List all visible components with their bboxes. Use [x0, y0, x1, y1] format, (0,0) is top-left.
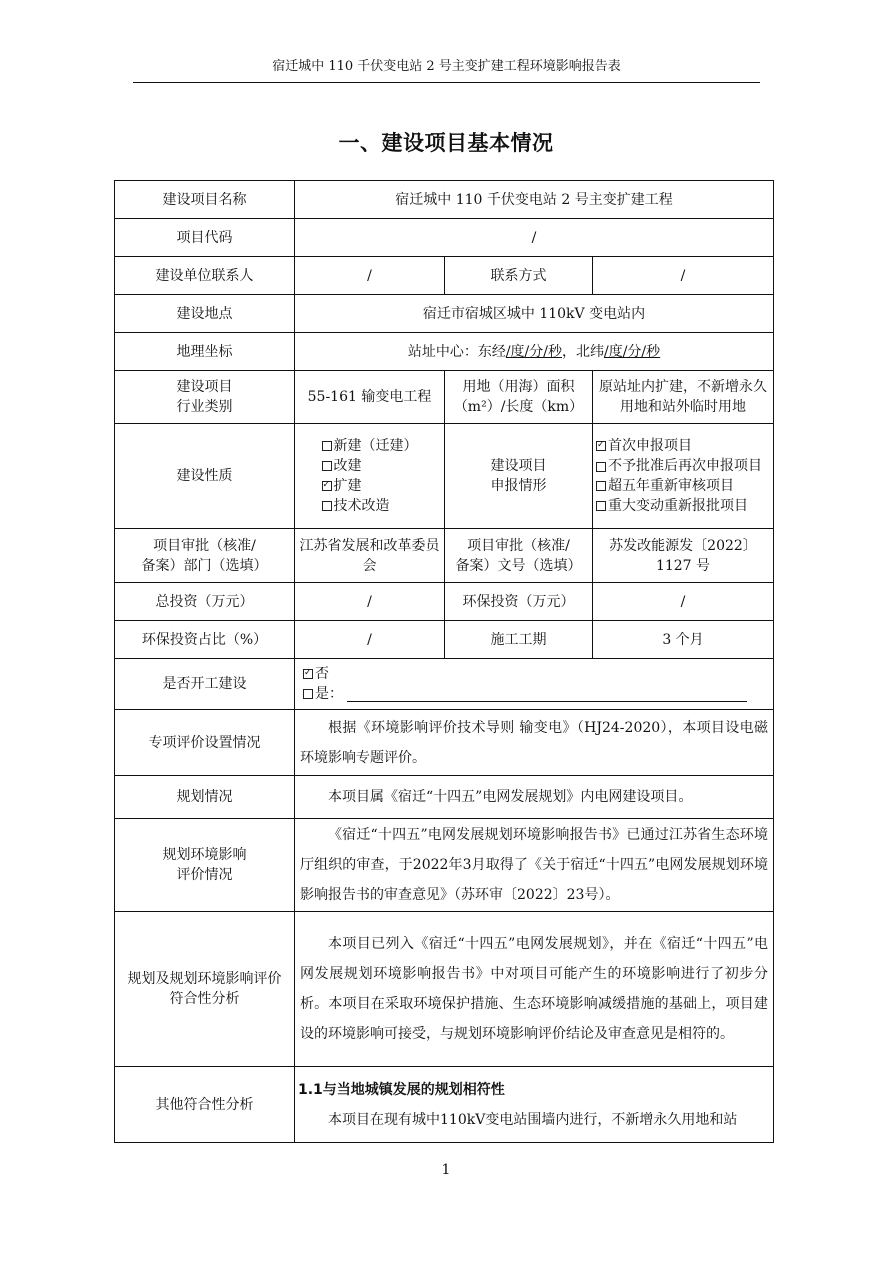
declare-option-label: 不予批准后再次申报项目	[608, 458, 762, 474]
label-planning-eia	[115, 819, 295, 912]
nature-option-label: 技术改造	[333, 497, 390, 514]
label-env-ratio: 环保投资占比（%）	[115, 621, 295, 659]
table-row	[115, 295, 774, 333]
label-industry-line2: 行业类别	[176, 399, 233, 415]
label-area	[445, 371, 593, 424]
checkbox-rebuild	[322, 461, 332, 471]
label-contact-method: 联系方式	[445, 257, 593, 295]
label-approval-doc-line1: 项目审批（核准/	[467, 537, 570, 554]
nature-option-label: 新建（迁建）	[333, 437, 418, 454]
nature-option-label: 扩建	[333, 477, 362, 494]
label-coordinates: 地理坐标	[115, 333, 295, 371]
value-other-conformity	[295, 1067, 774, 1143]
value-contact-person: /	[295, 257, 445, 295]
value-planning	[295, 776, 774, 819]
label-env-invest: 环保投资（万元）	[445, 583, 593, 621]
checkbox-no	[303, 669, 313, 679]
value-location: 宿迁市宿城区城中 110kV 变电站内	[295, 295, 774, 333]
started-yes-label: 是：	[315, 686, 343, 702]
table-row	[115, 583, 774, 621]
checkbox-yes	[303, 689, 313, 699]
table-row	[115, 219, 774, 257]
nature-option	[322, 456, 418, 476]
value-total-invest: /	[295, 583, 445, 621]
table-row	[115, 659, 774, 710]
label-conformity-line2: 符合性分析	[169, 991, 240, 1007]
value-env-invest: /	[593, 583, 774, 621]
label-special-eval: 专项评价设置情况	[115, 710, 295, 776]
value-construction-period: 3 个月	[593, 621, 774, 659]
label-location: 建设地点	[115, 295, 295, 333]
coords-mid: ，北纬	[562, 343, 604, 360]
checkbox-tech-upgrade	[322, 501, 332, 511]
label-planning-eia-line1: 规划环境影响	[162, 847, 247, 863]
table-row	[115, 621, 774, 659]
table-row	[115, 1067, 774, 1143]
label-industry	[115, 371, 295, 424]
planning-text: 本项目属《宿迁“十四五”电网发展规划》内电网建设项目。	[328, 789, 693, 805]
checkbox-major-change	[596, 501, 606, 511]
declare-option	[596, 476, 770, 496]
checkbox-expand	[322, 481, 332, 491]
value-area: 原站址内扩建，不新增永久用地和站外临时用地	[593, 371, 774, 424]
label-declare	[445, 424, 593, 529]
label-industry-line1: 建设项目	[176, 379, 233, 395]
declare-option-label: 重大变动重新报批项目	[608, 498, 748, 514]
page-header: 宿迁城中 110 千伏变电站 2 号主变扩建工程环境影响报告表	[272, 59, 621, 74]
nature-option	[322, 496, 418, 516]
project-info-table	[114, 180, 774, 1143]
label-conformity-line1: 规划及规划环境影响评价	[127, 971, 282, 987]
value-coordinates	[295, 333, 774, 371]
header-rule	[133, 82, 760, 83]
label-construction-period: 施工工期	[445, 621, 593, 659]
value-project-name: 宿迁城中 110 千伏变电站 2 号主变扩建工程	[295, 181, 774, 219]
table-row	[115, 257, 774, 295]
declare-option-label: 超五年重新审核项目	[608, 478, 734, 494]
checkbox-five-year	[596, 481, 606, 491]
coords-north: /度/分/秒	[604, 343, 661, 360]
label-approval-doc	[445, 529, 593, 583]
value-approval-doc-line2: 1127 号	[655, 557, 711, 574]
value-approval-doc	[593, 529, 774, 583]
nature-option-label: 改建	[333, 457, 362, 474]
planning-eia-text: 《宿迁“十四五”电网发展规划环境影响报告书》已通过江苏省生态环境厅组织的审查，于2022年3月取得了《关于宿迁“十四五”电网发展规划环境影响报告书的审查意见》（苏环审〔2022〕23号）。	[300, 827, 768, 903]
coords-east: /度/分/秒	[505, 343, 562, 360]
declare-option-label: 首次申报项目	[608, 438, 692, 454]
label-conformity	[115, 912, 295, 1067]
label-declare-line2: 申报情形	[490, 478, 547, 494]
value-industry: 55-161 输变电工程	[295, 371, 445, 424]
checkbox-new	[322, 441, 332, 451]
table-row	[115, 710, 774, 776]
value-planning-eia	[295, 819, 774, 912]
other-conformity-text: 本项目在现有城中110kV变电站围墙内进行，不新增永久用地和站	[328, 1111, 738, 1128]
label-planning-eia-line2: 评价情况	[176, 867, 233, 883]
label-nature: 建设性质	[115, 424, 295, 529]
checkbox-first-declare	[596, 441, 606, 451]
label-project-code: 项目代码	[115, 219, 295, 257]
nature-options	[295, 424, 445, 529]
label-declare-line1: 建设项目	[490, 458, 547, 474]
table-row	[115, 333, 774, 371]
table-row	[115, 371, 774, 424]
label-started: 是否开工建设	[115, 659, 295, 710]
label-approval-doc-line2: 备案）文号（选填）	[455, 557, 582, 574]
value-special-eval	[295, 710, 774, 776]
label-planning: 规划情况	[115, 776, 295, 819]
started-no-label: 否	[315, 666, 329, 682]
coords-prefix: 站址中心：东经	[407, 343, 506, 360]
fill-in-line	[347, 687, 747, 702]
nature-option	[322, 476, 418, 496]
declare-option	[596, 436, 770, 456]
page-number: 1	[441, 1162, 451, 1178]
value-contact-method: /	[593, 257, 774, 295]
checkbox-redeclare	[596, 462, 606, 472]
table-row	[115, 424, 774, 529]
started-option-yes	[303, 684, 770, 704]
label-approval-dept-line1: 项目审批（核准/	[153, 537, 256, 554]
value-started	[295, 659, 774, 710]
table-row	[115, 912, 774, 1067]
table-row	[115, 181, 774, 219]
declare-options	[593, 424, 774, 529]
special-eval-text: 根据《环境影响评价技术导则 输变电》（HJ24-2020），本项目设电磁环境影响专题评价。	[300, 719, 768, 766]
label-contact-person: 建设单位联系人	[115, 257, 295, 295]
started-option-no	[303, 664, 770, 684]
other-section-heading: 1.1与当地城镇发展的规划相符性	[298, 1081, 505, 1098]
section-title: 一、建设项目基本情况	[338, 131, 554, 155]
label-total-invest: 总投资（万元）	[115, 583, 295, 621]
conformity-text: 本项目已列入《宿迁“十四五”电网发展规划》，并在《宿迁“十四五”电网发展规划环境影响报告书》中对项目可能产生的环境影响进行了初步分析。本项目在采取环境保护措施、生态环境影响减缓措施的基础上，项目建设的环境影响可接受，与规划环境影响评价结论及审查意见是相符的。	[300, 936, 768, 1042]
declare-option	[596, 456, 770, 476]
table-row	[115, 776, 774, 819]
value-approval-dept: 江苏省发展和改革委员会	[295, 529, 445, 583]
label-approval-dept	[115, 529, 295, 583]
value-env-ratio: /	[295, 621, 445, 659]
value-conformity	[295, 912, 774, 1067]
label-other-conformity: 其他符合性分析	[115, 1067, 295, 1143]
table-row	[115, 529, 774, 583]
table-row	[115, 819, 774, 912]
label-area-line1: 用地（用海）面积	[462, 379, 575, 395]
value-project-code: /	[295, 219, 774, 257]
label-approval-dept-line2: 备案）部门（选填）	[141, 557, 268, 574]
value-approval-doc-line1: 苏发改能源发〔2022〕	[609, 537, 757, 554]
label-project-name: 建设项目名称	[115, 181, 295, 219]
label-area-line2: （m²）/长度（km）	[453, 399, 584, 415]
nature-option	[322, 436, 418, 456]
declare-option	[596, 496, 770, 516]
